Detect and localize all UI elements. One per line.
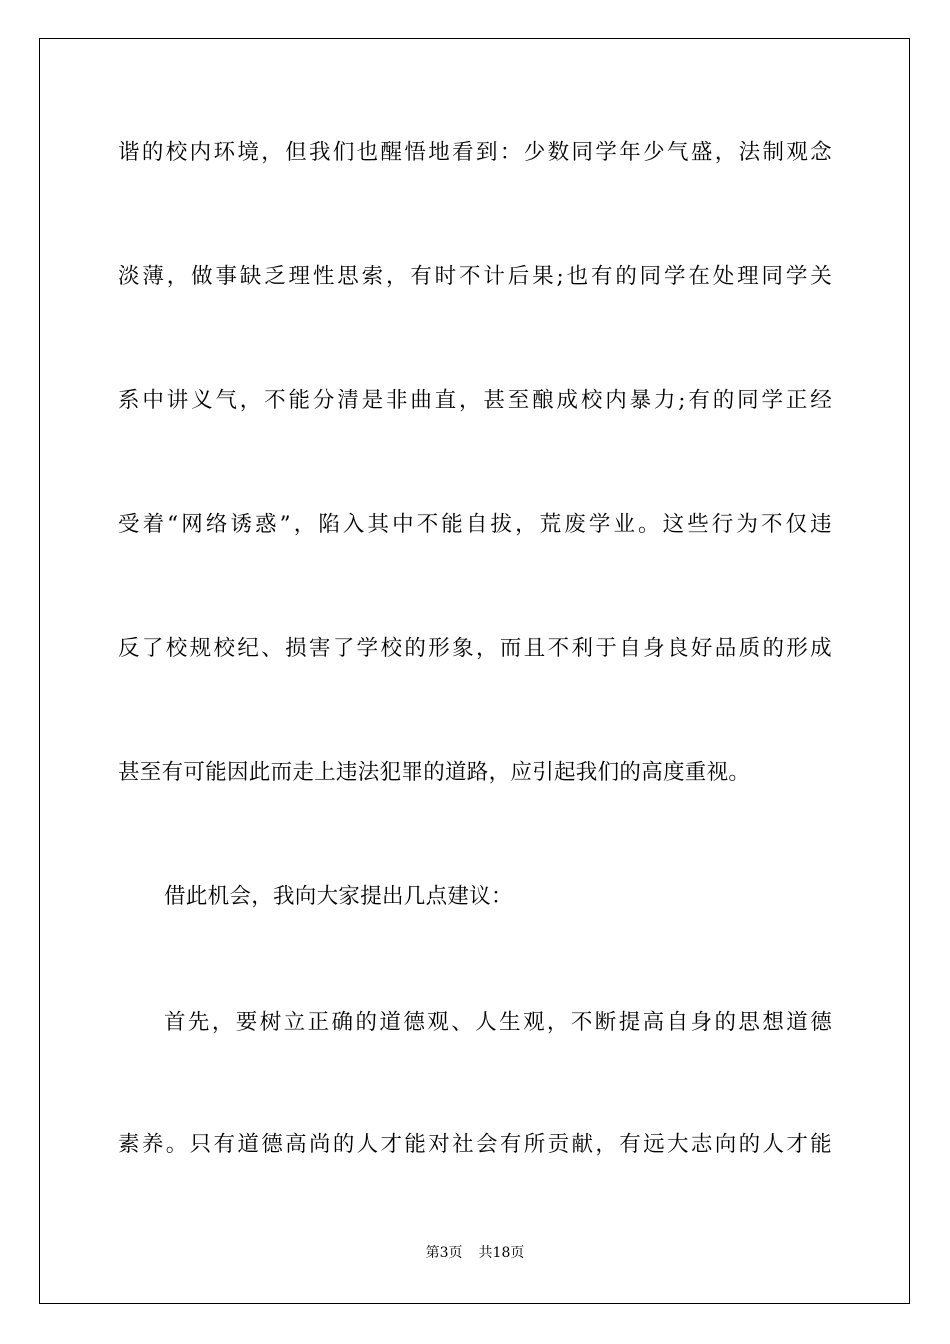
- paragraph-intro-line: 借此机会，我向大家提出几点建议：: [164, 884, 513, 909]
- text-line-1: 谐的校内环境，但我们也醒悟地看到：少数同学年少气盛，法制观念: [118, 140, 832, 165]
- text-line-2: 淡薄，做事缺乏理性思索，有时不计后果;也有的同学在处理同学关: [118, 264, 832, 289]
- page-number: 第3页: [425, 1245, 463, 1261]
- paragraph-first-suggestion-line-1: 首先，要树立正确的道德观、人生观，不断提高自身的思想道德: [164, 1010, 832, 1035]
- paragraph-first-suggestion-line-2: 素养。只有道德高尚的人才能对社会有所贡献，有远大志向的人才能: [118, 1132, 832, 1157]
- page-total: 共18页: [478, 1245, 525, 1261]
- text-line-3: 系中讲义气，不能分清是非曲直，甚至酿成校内暴力;有的同学正经: [118, 388, 832, 413]
- text-line-6: 甚至有可能因此而走上违法犯罪的道路，应引起我们的高度重视。: [118, 760, 751, 785]
- text-line-5: 反了校规校纪、损害了学校的形象，而且不利于自身良好品质的形成: [118, 636, 832, 661]
- text-line-4: 受着“网络诱惑”，陷入其中不能自拔，荒废学业。这些行为不仅违: [118, 512, 832, 537]
- page-border: [39, 38, 910, 1304]
- page-footer: [0, 1243, 950, 1263]
